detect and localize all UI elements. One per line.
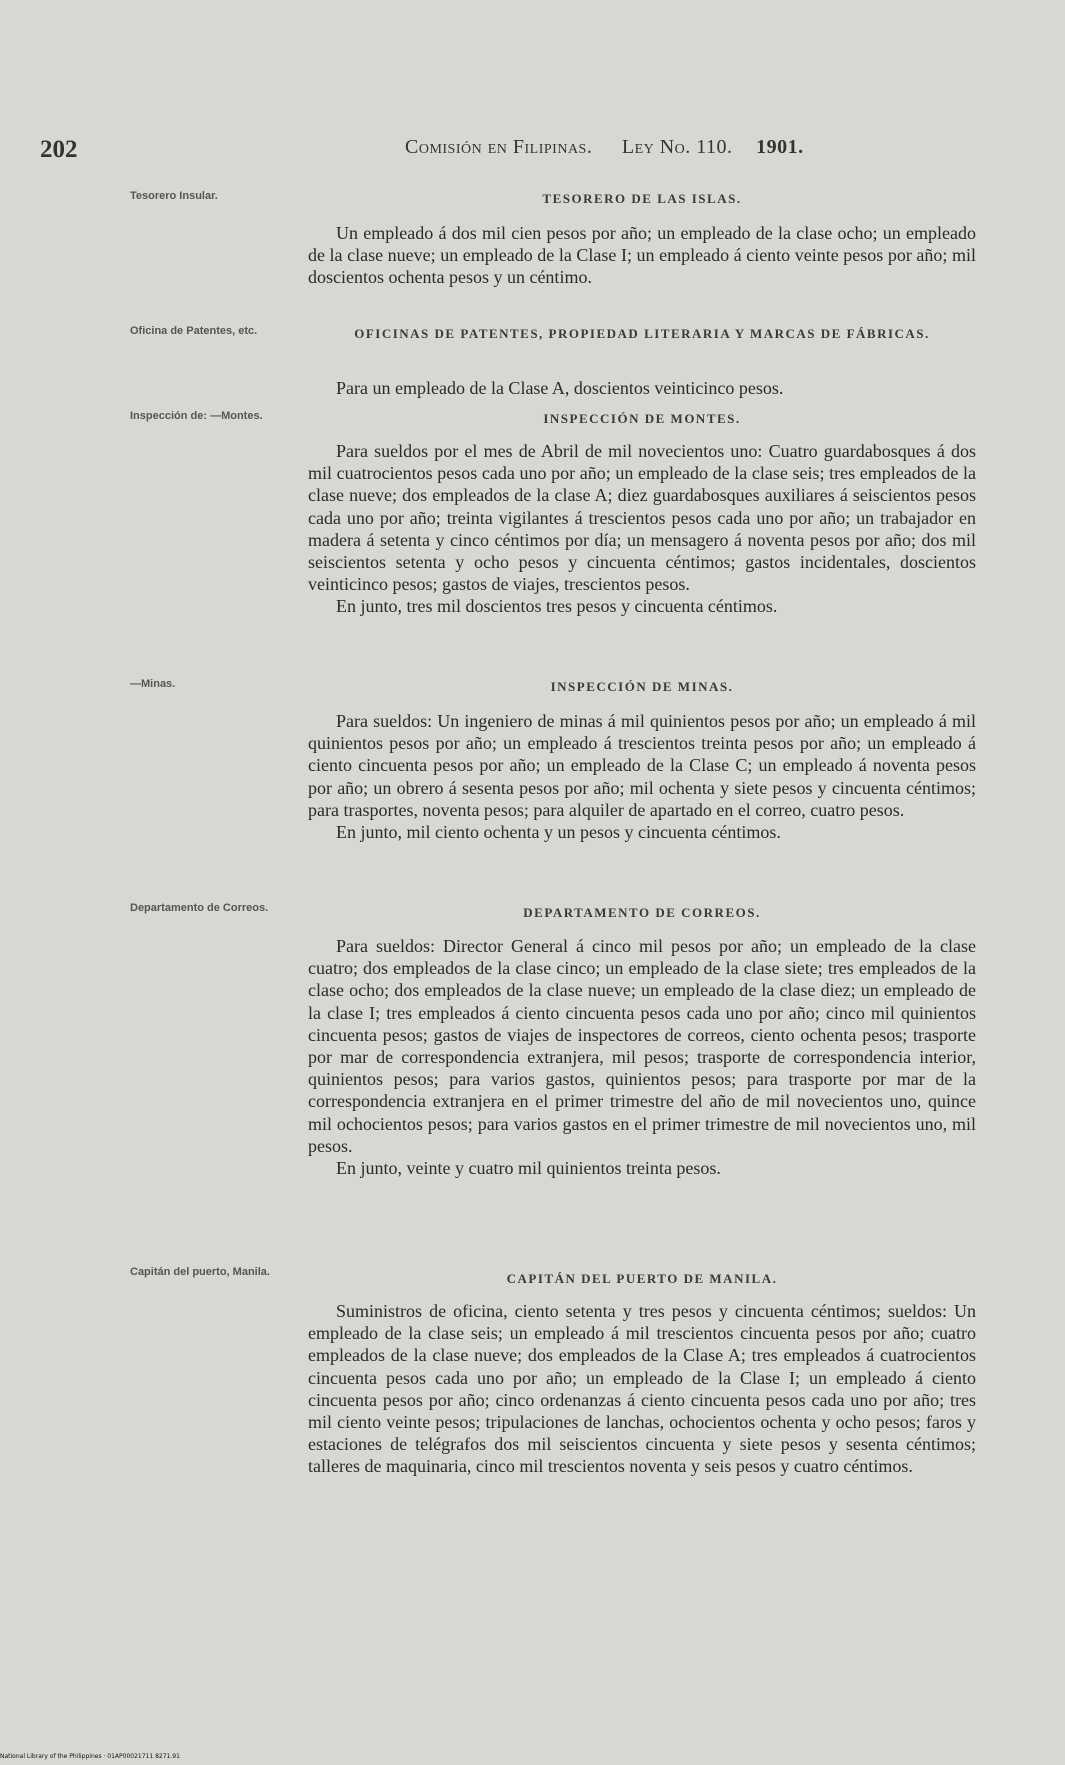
margin-note-tesorero: Tesorero Insular.: [130, 190, 218, 202]
section-heading-minas: INSPECCIÓN DE MINAS.: [550, 679, 734, 694]
section-body-correos: [308, 935, 976, 1179]
paragraph: Para sueldos: Un ingeniero de minas á mil quinientos pesos por año; un empleado á mil quinientos pesos por año; un empleado á trescientos treinta pesos por año; un empleado á ciento cincuenta pesos por año; un empleado de la Clase C; un empleado á noventa pesos por año; un obrero á sesenta pesos por año; mil ochenta y siete pesos y cincuenta céntimos; para trasportes, noventa pesos; para alquiler de apartado en el correo, cuatro pesos.: [308, 711, 976, 820]
section-body-tesorero: [308, 222, 976, 289]
section-heading-puerto: CAPITÁN DEL PUERTO DE MANILA.: [506, 1271, 778, 1286]
section-heading-patentes: OFICINAS DE PATENTES, PROPIEDAD LITERARIA Y MARCAS DE FÁBRICAS.: [354, 326, 930, 341]
section-body-montes: [308, 440, 976, 618]
paragraph: Suministros de oficina, ciento setenta y tres pesos y cincuenta céntimos; sueldos: Un empleado de la clase seis; un empleado á mil trescientos cincuenta pesos por año; cuatro empleados de la clase nueve; dos empleados de la Clase A; tres empleados á cuatrocientos cincuenta pesos cada uno por año; un empleado de la Clase I; un empleado á ciento cincuenta pesos por año; cinco ordenanzas á ciento cincuenta pesos cada uno por año; tres mil ciento veinte pesos; tripulaciones de lanchas, ochocientos ochenta y ocho pesos; faros y estaciones de telégrafos dos mil seiscientos cincuenta y siete pesos y sesenta céntimos; talleres de maquinaria, cinco mil trescientos noventa y seis pesos y cuatro céntimos.: [308, 1301, 976, 1477]
paragraph: Para sueldos por el mes de Abril de mil novecientos uno: Cuatro guardabosques á dos mil cuatrocientos pesos cada uno por año; un empleado de la clase seis; tres empleados de la clase nueve; dos empleados de la clase A; diez guardabosques auxiliares á seiscientos pesos cada uno por año; treinta vigilantes á trescientos pesos cada uno por año; un trabajador en madera á setenta y cinco céntimos por día; un mensagero á noventa pesos por año; dos mil seiscientos setenta y ocho pesos y cincuenta céntimos; gastos incidentales, doscientos veinticinco pesos; gastos de viajes, trescientos pesos.: [308, 441, 976, 595]
margin-note-montes: Inspección de: —Montes.: [130, 410, 263, 422]
running-head-year: 1901.: [756, 136, 804, 158]
margin-note-minas: —Minas.: [130, 678, 176, 690]
running-head: [405, 136, 804, 159]
section-total: En junto, mil ciento ochenta y un pesos y cincuenta céntimos.: [336, 822, 781, 843]
section-heading-tesorero: TESORERO DE LAS ISLAS.: [542, 191, 742, 206]
section-total: En junto, veinte y cuatro mil quinientos treinta pesos.: [336, 1158, 721, 1179]
margin-note-patentes: Oficina de Patentes, etc.: [130, 325, 258, 337]
section-body-patentes: [308, 377, 976, 399]
margin-note-correos: Departamento de Correos.: [130, 902, 269, 914]
section-heading-correos: DEPARTAMENTO DE CORREOS.: [523, 905, 761, 920]
section-body-puerto: [308, 1300, 976, 1478]
running-head-law: Ley No. 110.: [621, 136, 733, 158]
page-number: 202: [40, 136, 78, 163]
section-body-minas: [308, 710, 976, 843]
source-tag: National Library of the Philippines · 01AP00021711 8271.91: [0, 1753, 180, 1760]
paragraph: Para un empleado de la Clase A, doscientos veinticinco pesos.: [336, 378, 784, 398]
section-heading-montes: INSPECCIÓN DE MONTES.: [543, 411, 741, 426]
paragraph: Un empleado á dos mil cien pesos por año; un empleado de la clase ocho; un empleado de la clase nueve; un empleado de la Clase I; un empleado á ciento veinte pesos por año; mil doscientos ochenta pesos y un céntimo.: [308, 223, 976, 288]
running-head-title: Comisión en Filipinas.: [405, 136, 593, 158]
section-total: En junto, tres mil doscientos tres pesos y cincuenta céntimos.: [336, 596, 778, 617]
margin-note-puerto: Capitán del puerto, Manila.: [130, 1266, 270, 1278]
paragraph: Para sueldos: Director General á cinco mil pesos por año; un empleado de la clase cuatro; dos empleados de la clase cinco; un empleado de la clase siete; tres empleados de la clase ocho; dos empleados de la clase nueve; un empleado de la clase diez; un empleado de la clase I; tres empleados á ciento cincuenta pesos cada uno por año; cinco mil quinientos cincuenta pesos; gastos de viajes de inspectores de correos, ciento ochenta pesos; trasporte por mar de correspondencia extranjera, mil pesos; trasporte de correspondencia interior, quinientos pesos; para varios gastos, quinientos pesos; para trasporte por mar de la correspondencia extranjera en el primer trimestre del año de mil novecientos uno, quince mil ochocientos pesos; para varios gastos en el primer trimestre de mil novecientos uno, mil pesos.: [308, 936, 976, 1156]
